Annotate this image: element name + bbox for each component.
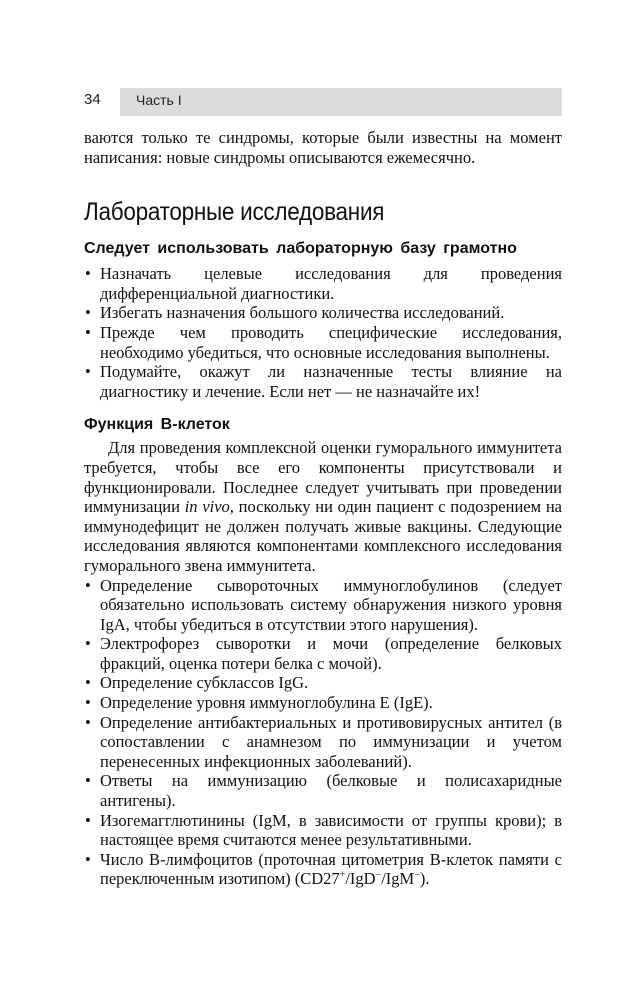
section-title: Лабораторные исследования bbox=[84, 198, 385, 227]
intro-paragraph: ваются только те синдромы, которые были известны на момент написания: новые синдромы описываются ежемесячно. bbox=[84, 128, 562, 167]
list-item: • Прежде чем проводить специфические исследования, необходимо убедиться, что основные исследования выполнены. bbox=[85, 322, 562, 362]
list-item: • Избегать назначения большого количества исследований. bbox=[85, 303, 505, 323]
list-item: • Ответы на иммунизацию (белковые и полисахаридные антигены). bbox=[85, 771, 562, 811]
part-label: Часть I bbox=[136, 92, 182, 108]
bullet-icon: • bbox=[85, 362, 91, 382]
list-item: • Определение сывороточных иммуноглобулинов (следует обязательно использовать систему обнаружения низкого уровня IgA, чтобы убедиться в отсутствии этого нарушения). bbox=[85, 575, 562, 634]
bullet-icon: • bbox=[85, 771, 91, 791]
bullet-icon: • bbox=[85, 712, 91, 732]
bullet-icon: • bbox=[85, 693, 91, 713]
bullet-icon: • bbox=[85, 303, 91, 323]
bullet-list-lab-base bbox=[84, 264, 562, 401]
b-cell-paragraph: Для проведения комплексной оценки гуморального иммунитета требуется, чтобы все его компоненты присутствовали и функционировали. Последнее следует учитывать при проведении иммунизации in vivo, поскольку ни один пациент с подозрением на иммунодефицит не должен получать живые вакцины. Следующие исследования являются компонентами комплексного исследования гуморального звена иммунитета. bbox=[84, 438, 562, 575]
bullet-icon: • bbox=[85, 264, 91, 284]
list-item: • Определение уровня иммуноглобулина Е (IgE). bbox=[85, 693, 433, 713]
page-body bbox=[84, 128, 562, 889]
running-head-bar bbox=[120, 88, 562, 116]
bullet-icon: • bbox=[85, 575, 91, 595]
bullet-list-b-cells bbox=[84, 576, 562, 890]
list-item: • Подумайте, окажут ли назначенные тесты влияние на диагностику и лечение. Если нет — не назначайте их! bbox=[85, 362, 562, 401]
bullet-icon: • bbox=[85, 634, 91, 654]
running-head bbox=[84, 88, 562, 116]
list-item: • Определение антибактериальных и противовирусных антител (в сопоставлении с анамнезом по иммунизации и учетом перенесенных инфекционных заболеваний). bbox=[85, 712, 562, 771]
list-item: • Электрофорез сыворотки и мочи (определение белковых фракций, оценка потери белка с мочой). bbox=[85, 634, 562, 673]
bullet-icon: • bbox=[85, 849, 91, 869]
list-item: • Определение субклассов IgG. bbox=[85, 673, 309, 693]
bullet-icon: • bbox=[85, 810, 91, 830]
subsection-title-lab-base: Следует использовать лабораторную базу грамотно bbox=[84, 240, 517, 258]
subsection-title-b-cells: Функция В-клеток bbox=[84, 416, 230, 434]
list-item: • Назначать целевые исследования для проведения дифференциальной диагностики. bbox=[85, 264, 562, 303]
bullet-icon: • bbox=[85, 322, 91, 342]
bullet-icon: • bbox=[85, 673, 91, 693]
list-item: • Число В-лимфоцитов (проточная цитометрия В-клеток памяти с переключенным изотипом) (CD27+/IgD−/IgM−). bbox=[85, 849, 562, 889]
page-number: 34 bbox=[84, 91, 101, 108]
list-item: • Изогемагглютинины (IgM, в зависимости от группы крови); в настоящее время считаются менее результативными. bbox=[85, 810, 562, 850]
italic-term: in vivo bbox=[184, 497, 230, 517]
